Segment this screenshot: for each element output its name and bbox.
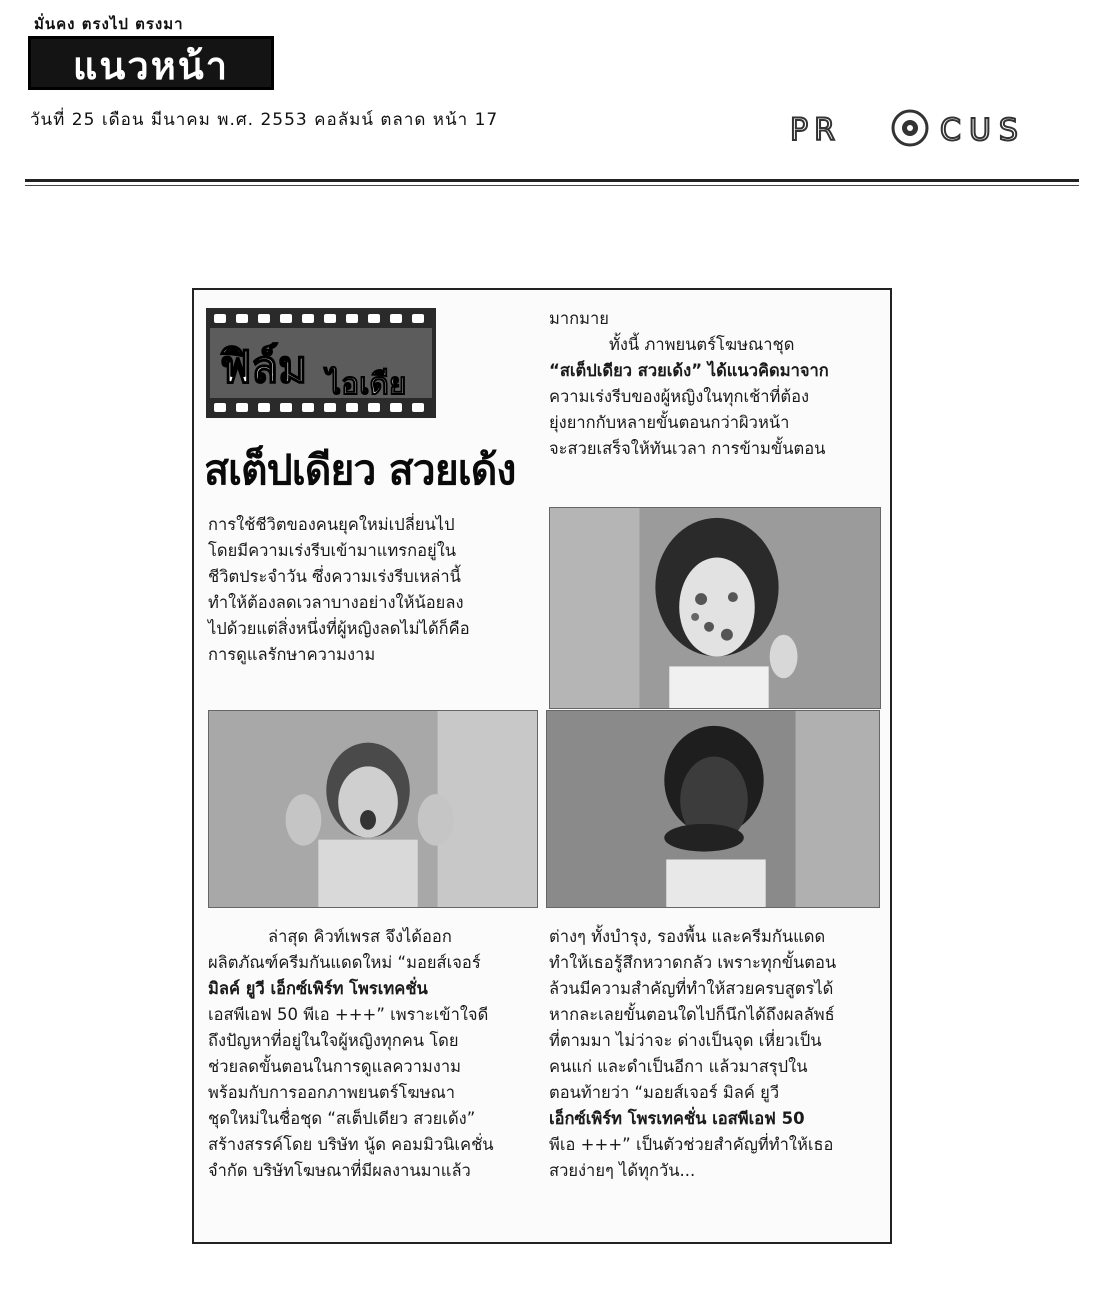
text-line: ทั้งนี้ ภาพยนตร์โฆษณาชุด [609, 335, 795, 354]
text-line: มิลค์ ยูวี เอ็กซ์เพิร์ท โพรเทคชั่น [208, 979, 428, 998]
intro-line: โดยมีความเร่งรีบเข้ามาแทรกอยู่ใน [208, 541, 457, 560]
svg-text:ฟิล์ม: ฟิล์ม [220, 342, 308, 393]
masthead-tagline: มั่นคง ตรงไป ตรงมา [34, 15, 184, 33]
text-line: ชุดใหม่ในชื่อชุด “สเต็ปเดียว สวยเด้ง” [208, 1109, 476, 1128]
newspaper-masthead [28, 12, 278, 92]
article-headline: สเต็ปเดียว สวยเด้ง [204, 446, 516, 494]
article-clipping [192, 288, 892, 1244]
text-line: ต่างๆ ทั้งบำรุง, รองพื้น และครีมกันแดด [549, 927, 826, 946]
text-line: หากละเลยขั้นตอนใดไปก็นึกได้ถึงผลลัพธ์ [549, 1005, 835, 1024]
svg-text:CUS: CUS [940, 113, 1026, 148]
text-line: พีเอ +++” เป็นตัวช่วยสำคัญที่ทำให้เธอ [549, 1135, 834, 1154]
text-line: ล้วนมีความสำคัญที่ทำให้สวยครบสูตรได้ [549, 979, 834, 998]
header-rule [25, 179, 1079, 182]
text-line: ที่ตามมา ไม่ว่าจะ ด่างเป็นจุด เหี่ยวเป็น [549, 1031, 822, 1050]
text-line: คนแก่ และดำเป็นอีกา แล้วมาสรุปใน [549, 1057, 808, 1076]
text-line: เอสพีเอฟ 50 พีเอ +++” เพราะเข้าใจดี [208, 1005, 489, 1024]
profocus-logo [790, 108, 1070, 152]
svg-text:ไอเดีย: ไอเดีย [326, 367, 407, 402]
text-line: จะสวยเสร็จให้ทันเวลา การข้ามขั้นตอน [549, 439, 826, 458]
text-line: ช่วยลดขั้นตอนในการดูแลความงาม [208, 1057, 461, 1076]
text-line: สร้างสรรค์โดย บริษัท นู้ด คอมมิวนิเคชั่น [208, 1135, 494, 1154]
intro-line: ทำให้ต้องลดเวลาบางอย่างให้น้อยลง [208, 593, 464, 612]
dateline: วันที่ 25 เดือน มีนาคม พ.ศ. 2553 คอลัมน์ ตลาด หน้า 17 [30, 110, 499, 130]
text-line: ความเร่งรีบของผู้หญิงในทุกเช้าที่ต้อง [549, 387, 810, 406]
intro-line: ชีวิตประจำวัน ซึ่งความเร่งรีบเหล่านี้ [208, 567, 461, 586]
text-line: “สเต็ปเดียว สวยเด้ง” ได้แนวคิดมาจาก [549, 361, 829, 380]
photo-woman-spotted-face [549, 507, 881, 709]
header-rule-thin [25, 185, 1079, 186]
masthead-name: แนวหน้า [28, 36, 274, 90]
column-logo-film-idea [206, 308, 436, 418]
intro-line: การดูแลรักษาความงาม [208, 645, 376, 664]
text-line: สวยง่ายๆ ได้ทุกวัน... [549, 1161, 696, 1180]
text-line: ถึงปัญหาที่อยู่ในใจผู้หญิงทุกคน โดย [208, 1031, 459, 1050]
photo-woman-duck-beak [546, 710, 880, 908]
intro-line: ไปด้วยแต่สิ่งหนึ่งที่ผู้หญิงลดไม่ได้ก็คือ [208, 619, 470, 638]
svg-text:PR: PR [790, 113, 841, 148]
photo-old-woman-shocked [208, 710, 538, 908]
text-line: จำกัด บริษัทโฆษณาที่มีผลงานมาแล้ว [208, 1161, 471, 1180]
text-line: ล่าสุด คิวท์เพรส จึงได้ออก [268, 927, 452, 946]
text-line: เอ็กซ์เพิร์ท โพรเทคชั่น เอสพีเอฟ 50 [549, 1109, 805, 1128]
text-line: ยุ่งยากกับหลายขั้นตอนกว่าผิวหน้า [549, 413, 790, 432]
article-column-bottom-right [549, 924, 879, 1184]
text-line: ตอนท้ายว่า “มอยส์เจอร์ มิลค์ ยูวี [549, 1083, 780, 1102]
intro-line: การใช้ชีวิตของคนยุคใหม่เปลี่ยนไป [208, 515, 455, 534]
article-column-bottom-left [208, 924, 538, 1184]
article-column-top-right [549, 306, 879, 462]
text-line: ทำให้เธอรู้สึกหวาดกลัว เพราะทุกขั้นตอน [549, 953, 837, 972]
text-line: พร้อมกับการออกภาพยนตร์โฆษณา [208, 1083, 456, 1102]
text-line: ผลิตภัณฑ์ครีมกันแดดใหม่ “มอยส์เจอร์ [208, 953, 481, 972]
text-line: มากมาย [549, 309, 609, 328]
article-intro [208, 512, 538, 668]
